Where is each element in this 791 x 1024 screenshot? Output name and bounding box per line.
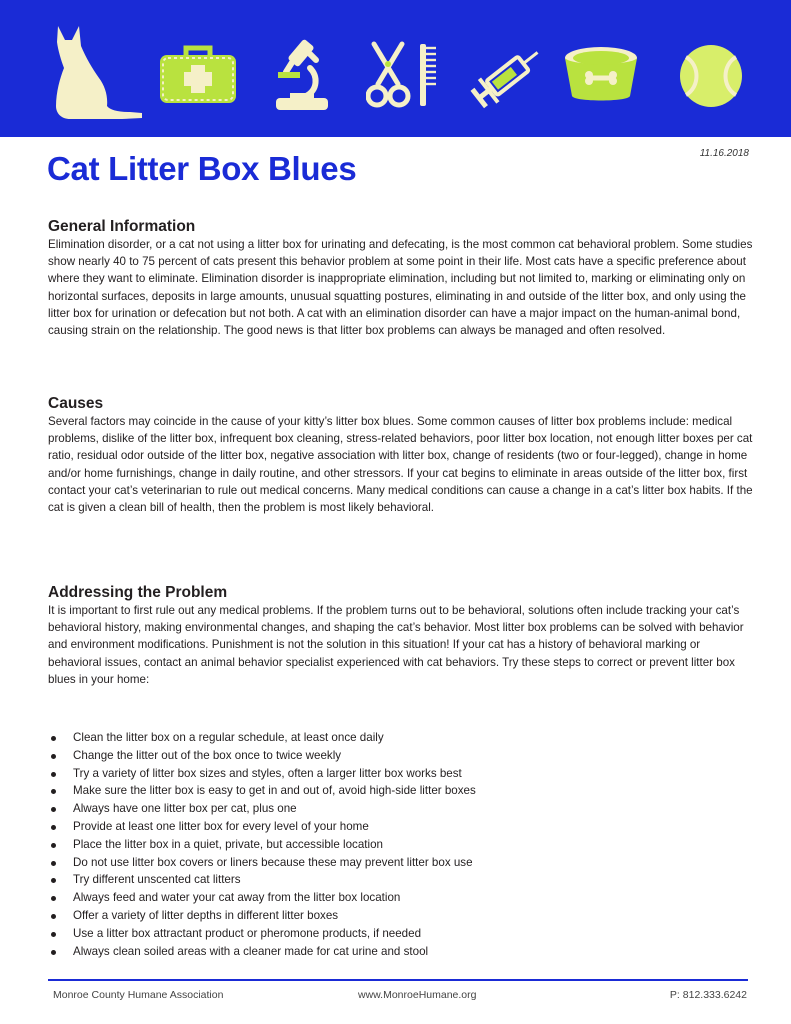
list-item-text: Place the litter box in a quiet, private, but accessible location xyxy=(73,837,383,851)
general-information-section xyxy=(48,218,753,339)
list-item xyxy=(48,782,753,800)
list-item-text: Offer a variety of litter depths in different litter boxes xyxy=(73,908,339,922)
bullet-icon xyxy=(51,896,56,901)
section-body: It is important to first rule out any medical problems. If the problem turns out to be behavioral, solutions often include tracking your cat’s behavioral history, making environmental changes, and shaping the cat’s behavior. Most litter box problems can be solved with behavior and environment modifications. Punishment is not the solution in this situation! If your cat has a history of behavioral marking or behavioral issues, contact an animal behavior specialist experienced with cat behaviors. Try these steps to correct or prevent litter box blues in your home: xyxy=(48,604,744,686)
microscope-icon xyxy=(272,38,332,113)
grooming-scissors-comb-icon xyxy=(366,40,438,112)
page-title: Cat Litter Box Blues xyxy=(47,150,357,187)
list-item-text: Clean the litter box on a regular schedule, at least once daily xyxy=(73,731,384,744)
list-item xyxy=(48,925,753,943)
list-item xyxy=(48,871,753,889)
section-body: Elimination disorder, or a cat not using a litter box for urinating and defecating, is the most common cat behavioral problem. Some studies show nearly 40 to 75 percent of cats present this behavior problem at some point in their life. Most cats have a specific preference about where they want to eliminate. Elimination disorder is inappropriate elimination, including but not limited to, marking or eliminating only on horizontal surfaces, deposits in large amounts, unusual squatting postures, eliminating in and outside of the litter box, and only using the litter box for urination or defecation but not both. A cat with an elimination disorder can have a major impact on the human-animal bond, causing strain on the relationship. The good news is that litter box problems can always be managed and often resolved. xyxy=(48,238,753,338)
syringe-icon xyxy=(470,42,548,110)
bullet-icon xyxy=(51,914,56,919)
list-item xyxy=(48,907,753,925)
bullet-icon xyxy=(51,807,56,812)
bullet-icon xyxy=(51,754,56,759)
list-item-text: Provide at least one litter box for every level of your home xyxy=(73,819,369,833)
bullet-icon xyxy=(51,772,56,777)
bullet-icon xyxy=(51,932,56,937)
section-heading: Addressing the Problem xyxy=(48,584,228,601)
pet-bowl-icon xyxy=(562,44,640,106)
list-item-text: Try a variety of litter box sizes and styles, often a larger litter box works best xyxy=(73,766,462,780)
first-aid-kit-icon xyxy=(158,43,238,105)
list-item xyxy=(48,818,753,836)
tennis-ball-icon xyxy=(678,43,744,109)
list-item-text: Make sure the litter box is easy to get in and out of, avoid high-side litter boxes xyxy=(73,784,476,798)
list-item xyxy=(48,747,753,765)
footer-organization: Monroe County Humane Association xyxy=(53,989,224,1001)
list-item-text: Change the litter out of the box once to twice weekly xyxy=(73,748,342,762)
footer-website[interactable]: www.MonroeHumane.org xyxy=(358,989,477,1001)
bullet-icon xyxy=(51,861,56,866)
list-item xyxy=(48,943,753,961)
bullet-icon xyxy=(51,843,56,848)
causes-section xyxy=(48,395,753,516)
section-heading: General Information xyxy=(48,218,196,235)
list-item xyxy=(48,836,753,854)
list-item-text: Always feed and water your cat away from the litter box location xyxy=(73,891,401,905)
bullet-icon xyxy=(51,825,56,830)
document-date: 11.16.2018 xyxy=(699,148,749,159)
list-item-text: Always have one litter box per cat, plus one xyxy=(73,802,297,816)
list-item-text: Do not use litter box covers or liners because these may prevent litter box use xyxy=(73,855,473,869)
list-item-text: Always clean soiled areas with a cleaner made for cat urine and stool xyxy=(73,944,429,958)
bullet-icon xyxy=(51,878,56,883)
section-body: Several factors may coincide in the cause of your kitty’s litter box blues. Some common causes of litter box problems include: medical problems, dislike of the litter box, infrequent box cleaning, stress-related behaviors, poor litter box location, not enough litter boxes per cat ratio, residual odor outside of the litter box, negative association with litter box, change of residents (two or four-legged), change in home and/or home furnishings, change in daily routine, and other stressors. If your cat begins to eliminate in areas outside of the litter box, first contact your cat’s veterinarian to rule out medical concerns. Many medical conditions can cause a change in a cat’s litter box habits. If the cat is given a clean bill of health, then the problem is most likely behavioral. xyxy=(48,415,753,515)
header-banner xyxy=(0,0,791,137)
list-item xyxy=(48,765,753,783)
list-item-text: Use a litter box attractant product or pheromone products, if needed xyxy=(73,926,422,940)
bullet-icon xyxy=(51,736,56,741)
bullet-icon xyxy=(51,950,56,955)
list-item xyxy=(48,729,753,747)
footer-phone: P: 812.333.6242 xyxy=(669,989,747,1001)
cat-icon xyxy=(50,24,145,122)
steps-list xyxy=(48,729,753,960)
bullet-icon xyxy=(51,789,56,794)
list-item xyxy=(48,854,753,872)
list-item xyxy=(48,889,753,907)
list-item xyxy=(48,800,753,818)
addressing-problem-section xyxy=(48,584,753,688)
footer-divider xyxy=(48,979,748,981)
section-heading: Causes xyxy=(48,395,104,412)
list-item-text: Try different unscented cat litters xyxy=(73,873,241,887)
